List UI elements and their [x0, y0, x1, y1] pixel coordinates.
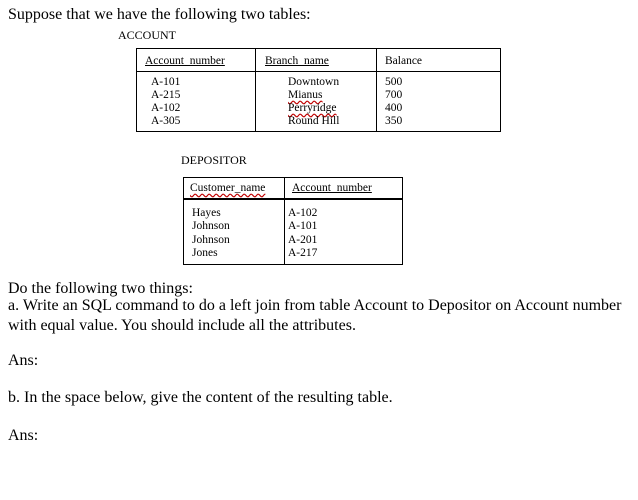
- question-a-line1: a. Write an SQL command to do a left join from table Account to Depositor on Account number: [8, 297, 622, 314]
- depositor-header-account-number: Account_number: [292, 182, 372, 194]
- questions-heading: Do the following two things:: [8, 280, 193, 297]
- account-header-balance: Balance: [385, 55, 423, 67]
- depositor-header-customer-name: Customer_name: [190, 182, 266, 194]
- balance-cell: 400: [385, 102, 403, 114]
- balance-cell: 700: [385, 89, 403, 101]
- branch-name-cell: Perryridge: [288, 102, 337, 114]
- branch-name-cell: Downtown: [288, 76, 340, 88]
- branch-name-cell: Round Hill: [288, 115, 340, 127]
- depositor-data-box: [183, 199, 403, 265]
- customer-name-cell: Hayes: [192, 207, 221, 219]
- account-table-label: ACCOUNT: [118, 28, 177, 42]
- account-number-cell: A-102: [151, 102, 181, 114]
- branch-name-cell: Mianus: [288, 89, 323, 101]
- depositor-header-box: [183, 177, 403, 199]
- account-header-branch-name: Branch_name: [265, 55, 329, 67]
- question-b: b. In the space below, give the content of the resulting table.: [8, 389, 393, 406]
- depositor-account-number-cell: A-101: [288, 220, 318, 232]
- account-number-cell: A-305: [151, 115, 181, 127]
- customer-name-cell: Johnson: [192, 220, 230, 232]
- balance-cell: 350: [385, 115, 403, 127]
- question-a-line2: with equal value. You should include all the attributes.: [8, 317, 356, 334]
- depositor-account-number-cell: A-102: [288, 207, 318, 219]
- account-table: [136, 48, 501, 132]
- balance-cell: 500: [385, 76, 403, 88]
- depositor-account-number-cell: A-201: [288, 234, 318, 246]
- depositor-account-number-cell: A-217: [288, 247, 318, 259]
- account-number-cell: A-215: [151, 89, 181, 101]
- depositor-table-label: DEPOSITOR: [181, 153, 247, 167]
- answer-b-label: Ans:: [8, 427, 39, 444]
- account-number-cell: A-101: [151, 76, 181, 88]
- answer-a-label: Ans:: [8, 352, 39, 369]
- account-header-account-number: Account_number: [145, 55, 225, 67]
- customer-name-cell: Johnson: [192, 234, 230, 246]
- customer-name-cell: Jones: [192, 247, 218, 259]
- intro-text: Suppose that we have the following two tables:: [8, 6, 311, 23]
